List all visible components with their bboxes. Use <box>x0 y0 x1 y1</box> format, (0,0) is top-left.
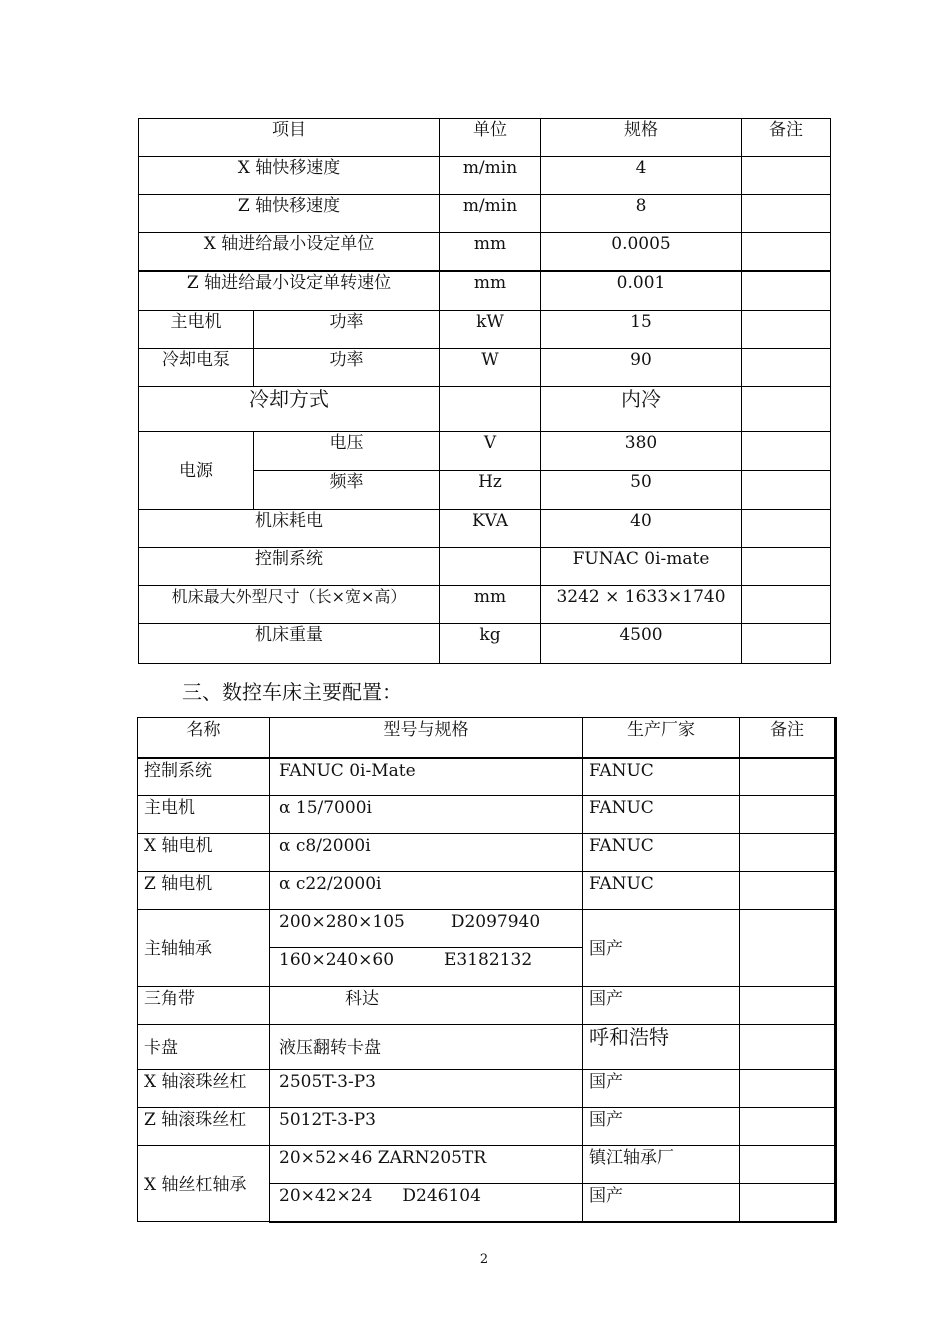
item-cell: 机床重量 <box>139 624 440 664</box>
table-row <box>138 872 836 910</box>
maker-cell: FANUC <box>583 872 740 910</box>
spec-cell: 0.0005 <box>541 233 742 271</box>
model-cell: α c22/2000i <box>270 872 583 910</box>
remark-cell <box>740 987 836 1025</box>
table-row <box>139 195 831 233</box>
table-row <box>139 233 831 271</box>
remark-cell <box>740 1025 836 1070</box>
table-row <box>138 834 836 872</box>
item-cell: 机床最大外型尺寸（长×宽×高） <box>139 586 440 624</box>
group-cell: 主电机 <box>139 311 254 349</box>
model-cell: 2505T-3-P3 <box>270 1070 583 1108</box>
spec-cell: 90 <box>541 349 742 387</box>
model-size: 160×240×60 <box>279 950 395 970</box>
name-cell: Z 轴电机 <box>138 872 270 910</box>
model-code: D2097940 <box>450 912 541 932</box>
model-cell: 20×52×46 ZARN205TR <box>270 1146 583 1184</box>
remark-cell <box>740 1070 836 1108</box>
name-cell: 主轴轴承 <box>138 910 270 987</box>
header-maker: 生产厂家 <box>583 718 740 758</box>
table-row <box>139 387 831 432</box>
name-cell: 主电机 <box>138 796 270 834</box>
item-cell: 机床耗电 <box>139 510 440 548</box>
spec-cell: 380 <box>541 432 742 471</box>
table-row <box>138 1108 836 1146</box>
header-spec: 规格 <box>541 119 742 157</box>
table-row <box>139 271 831 311</box>
maker-cell: FANUC <box>583 758 740 796</box>
spec-cell: 4500 <box>541 624 742 664</box>
table-row <box>139 624 831 664</box>
table-row <box>139 432 831 471</box>
group-cell: 冷却电泵 <box>139 349 254 387</box>
header-remark: 备注 <box>742 119 831 157</box>
item-cell: Z 轴快移速度 <box>139 195 440 233</box>
config-table <box>137 717 837 1223</box>
name-cell: 卡盘 <box>138 1025 270 1070</box>
model-cell: α 15/7000i <box>270 796 583 834</box>
model-code: D246104 <box>402 1186 481 1206</box>
table-row <box>139 586 831 624</box>
table-row <box>138 1025 836 1070</box>
maker-cell: 国产 <box>583 987 740 1025</box>
section-title: 三、数控车床主要配置： <box>182 680 402 704</box>
remark-cell <box>740 872 836 910</box>
name-cell: Z 轴滚珠丝杠 <box>138 1108 270 1146</box>
model-cell: 液压翻转卡盘 <box>270 1025 583 1070</box>
model-size: 200×280×105 <box>279 912 405 932</box>
remark-cell <box>742 586 831 624</box>
remark-cell <box>740 758 836 796</box>
remark-cell <box>742 349 831 387</box>
maker-cell: FANUC <box>583 796 740 834</box>
remark-cell <box>742 624 831 664</box>
table-row <box>138 1146 836 1184</box>
unit-cell <box>440 548 541 586</box>
name-cell: X 轴滚珠丝杠 <box>138 1070 270 1108</box>
table-row <box>138 987 836 1025</box>
remark-cell <box>742 471 831 510</box>
unit-cell: m/min <box>440 157 541 195</box>
model-code: E3182132 <box>444 950 533 970</box>
unit-cell: mm <box>440 233 541 271</box>
name-cell: 三角带 <box>138 987 270 1025</box>
spec-cell: 40 <box>541 510 742 548</box>
model-cell <box>270 910 583 948</box>
model-size: 20×42×24 <box>279 1186 373 1206</box>
remark-cell <box>740 1108 836 1146</box>
table-row <box>139 548 831 586</box>
model-cell <box>270 1184 583 1222</box>
maker-cell: 国产 <box>583 1070 740 1108</box>
table-row <box>138 758 836 796</box>
unit-cell: Hz <box>440 471 541 510</box>
table-row <box>139 349 831 387</box>
remark-cell <box>742 233 831 271</box>
model-cell: 科达 <box>270 987 583 1025</box>
remark-cell <box>742 271 831 311</box>
model-cell: FANUC 0i-Mate <box>270 758 583 796</box>
unit-cell: mm <box>440 586 541 624</box>
spec-cell: 4 <box>541 157 742 195</box>
remark-cell <box>740 910 836 987</box>
spec-table <box>138 118 831 664</box>
remark-cell <box>742 157 831 195</box>
table-row <box>138 1070 836 1108</box>
spec-cell: 50 <box>541 471 742 510</box>
table-header-row <box>139 119 831 157</box>
remark-cell <box>740 1146 836 1184</box>
remark-cell <box>742 387 831 432</box>
remark-cell <box>742 311 831 349</box>
spec-cell: 0.001 <box>541 271 742 311</box>
item-cell: Z 轴进给最小设定单转速位 <box>139 271 440 311</box>
unit-cell: W <box>440 349 541 387</box>
spec-cell: 3242 × 1633×1740 <box>541 586 742 624</box>
item-cell: X 轴进给最小设定单位 <box>139 233 440 271</box>
unit-cell: mm <box>440 271 541 311</box>
maker-cell: 国产 <box>583 910 740 987</box>
table-row <box>139 157 831 195</box>
maker-cell: 呼和浩特 <box>583 1025 740 1070</box>
header-name: 名称 <box>138 718 270 758</box>
item-cell: 功率 <box>254 311 440 349</box>
name-cell: 控制系统 <box>138 758 270 796</box>
maker-cell: 国产 <box>583 1184 740 1222</box>
table-header-row <box>138 718 836 758</box>
item-cell: 频率 <box>254 471 440 510</box>
page-number: 2 <box>479 1252 489 1267</box>
table-row <box>139 510 831 548</box>
spec-cell: 内冷 <box>541 387 742 432</box>
remark-cell <box>742 432 831 471</box>
name-cell: X 轴丝杠轴承 <box>138 1146 270 1222</box>
unit-cell: V <box>440 432 541 471</box>
spec-cell: FUNAC 0i-mate <box>541 548 742 586</box>
table-row <box>138 796 836 834</box>
header-model: 型号与规格 <box>270 718 583 758</box>
item-cell: 功率 <box>254 349 440 387</box>
header-unit: 单位 <box>440 119 541 157</box>
item-cell: 电压 <box>254 432 440 471</box>
item-cell: 控制系统 <box>139 548 440 586</box>
item-cell: 冷却方式 <box>139 387 440 432</box>
model-cell: 5012T-3-P3 <box>270 1108 583 1146</box>
maker-cell: 国产 <box>583 1108 740 1146</box>
header-remark: 备注 <box>740 718 836 758</box>
unit-cell: kg <box>440 624 541 664</box>
unit-cell: KVA <box>440 510 541 548</box>
group-cell: 电源 <box>139 432 254 510</box>
model-cell <box>270 948 583 987</box>
table-row <box>139 311 831 349</box>
remark-cell <box>742 548 831 586</box>
remark-cell <box>740 1184 836 1222</box>
remark-cell <box>742 510 831 548</box>
table-row <box>138 910 836 948</box>
header-item: 项目 <box>139 119 440 157</box>
name-cell: X 轴电机 <box>138 834 270 872</box>
remark-cell <box>740 834 836 872</box>
spec-cell: 15 <box>541 311 742 349</box>
spec-cell: 8 <box>541 195 742 233</box>
item-cell: X 轴快移速度 <box>139 157 440 195</box>
unit-cell: kW <box>440 311 541 349</box>
unit-cell <box>440 387 541 432</box>
maker-cell: FANUC <box>583 834 740 872</box>
maker-cell: 镇江轴承厂 <box>583 1146 740 1184</box>
remark-cell <box>742 195 831 233</box>
unit-cell: m/min <box>440 195 541 233</box>
remark-cell <box>740 796 836 834</box>
model-cell: α c8/2000i <box>270 834 583 872</box>
